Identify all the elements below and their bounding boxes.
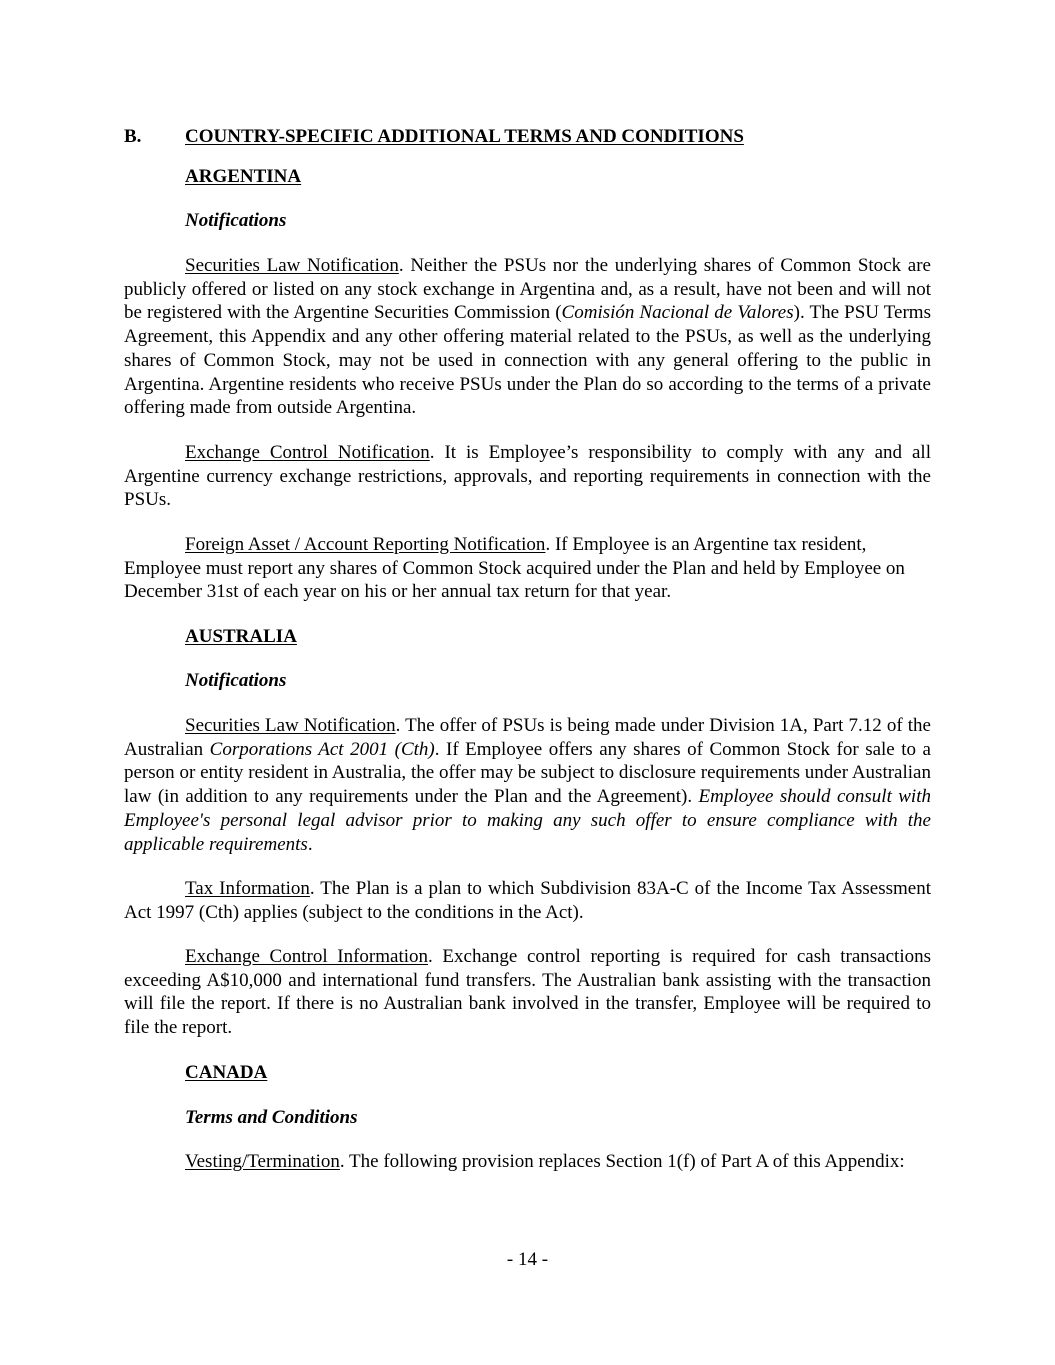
- paragraph-text: . Exchange control reporting is required for cash transactions exceeding A$10,000 and international fund transfers. The Australian bank assisting with the transaction will file the report. If there is no Australian bank involved in the transfer, Employee will be required to file the report.: [124, 946, 931, 1039]
- australia-tax-information-paragraph: [124, 877, 931, 924]
- canada-vesting-termination-paragraph: [124, 1150, 931, 1174]
- paragraph-label: Tax Information: [185, 878, 310, 899]
- paragraph-text: . The following provision replaces Section 1(f) of Part A of this Appendix:: [339, 1151, 905, 1172]
- paragraph-label: Exchange Control Notification: [185, 442, 430, 463]
- argentina-securities-law-paragraph: [124, 254, 931, 420]
- paragraph-text: . Neither the PSUs nor the underlying shares of Common Stock are publicly offered or listed on any stock exchange in Argentina and, as a result, have not been and will not be registered with the Argentine Securities Commission (: [124, 255, 931, 324]
- subheading-australia-notifications: Notifications: [185, 670, 287, 691]
- country-heading-argentina: ARGENTINA: [185, 166, 302, 187]
- section-title: COUNTRY-SPECIFIC ADDITIONAL TERMS AND CONDITIONS: [185, 126, 744, 147]
- subheading-argentina-notifications: Notifications: [185, 210, 287, 231]
- paragraph-text: .: [307, 833, 313, 855]
- argentina-exchange-control-paragraph: [124, 441, 931, 512]
- paragraph-italic-text: Corporations Act 2001 (Cth): [209, 738, 435, 760]
- section-letter: B.: [124, 126, 142, 147]
- country-heading-canada: CANADA: [185, 1062, 268, 1083]
- document-page: [124, 0, 931, 1365]
- subheading-canada-terms: Terms and Conditions: [185, 1107, 358, 1128]
- page-number: - 14 -: [506, 1249, 549, 1270]
- section-heading: [124, 125, 931, 149]
- paragraph-label: Securities Law Notification: [185, 715, 396, 736]
- paragraph-label: Securities Law Notification: [185, 255, 399, 276]
- paragraph-label: Foreign Asset / Account Reporting Notification: [185, 534, 546, 555]
- paragraph-label: Vesting/Termination: [185, 1151, 340, 1172]
- paragraph-text: . The offer of PSUs is being made under Division 1A, Part 7.12 of the Australian: [124, 715, 931, 760]
- country-heading-australia: AUSTRALIA: [185, 626, 297, 647]
- paragraph-text: . If Employee is an Argentine tax resident, Employee must report any shares of Common Stock acquired under the Plan and held by Employee on December 31st of each year on his or her annual tax return for that year.: [124, 534, 905, 603]
- paragraph-italic-text: Comisión Nacional de Valores: [561, 302, 794, 324]
- paragraph-label: Exchange Control Information: [185, 946, 429, 967]
- paragraph-italic-text: Employee should consult with Employee's personal legal advisor prior to making any such offer to ensure compliance with the applicable requirements: [124, 786, 931, 855]
- australia-exchange-control-paragraph: [124, 945, 931, 1040]
- paragraph-text: . If Employee offers any shares of Common Stock for sale to a person or entity resident in Australia, the offer may be subject to disclosure requirements under Australian law (in addition to any requirements under the Plan and the Agreement).: [124, 738, 931, 808]
- paragraph-text: ). The PSU Terms Agreement, this Appendix and any other offering material related to the PSUs, as well as the underlying shares of Common Stock, may not be used in connection with any general offering to the public in Argentina. Argentine residents who receive PSUs under the Plan do so according to the terms of a private offering made from outside Argentina.: [124, 302, 931, 419]
- paragraph-text: . The Plan is a plan to which Subdivision 83A-C of the Income Tax Assessment Act 1997 (Cth) applies (subject to the conditions in the Act).: [124, 878, 932, 923]
- paragraph-text: . It is Employee’s responsibility to comply with any and all Argentine currency exchange restrictions, approvals, and reporting requirements in connection with the PSUs.: [124, 442, 931, 511]
- australia-securities-law-paragraph: [124, 714, 931, 856]
- argentina-foreign-asset-paragraph: [124, 533, 914, 604]
